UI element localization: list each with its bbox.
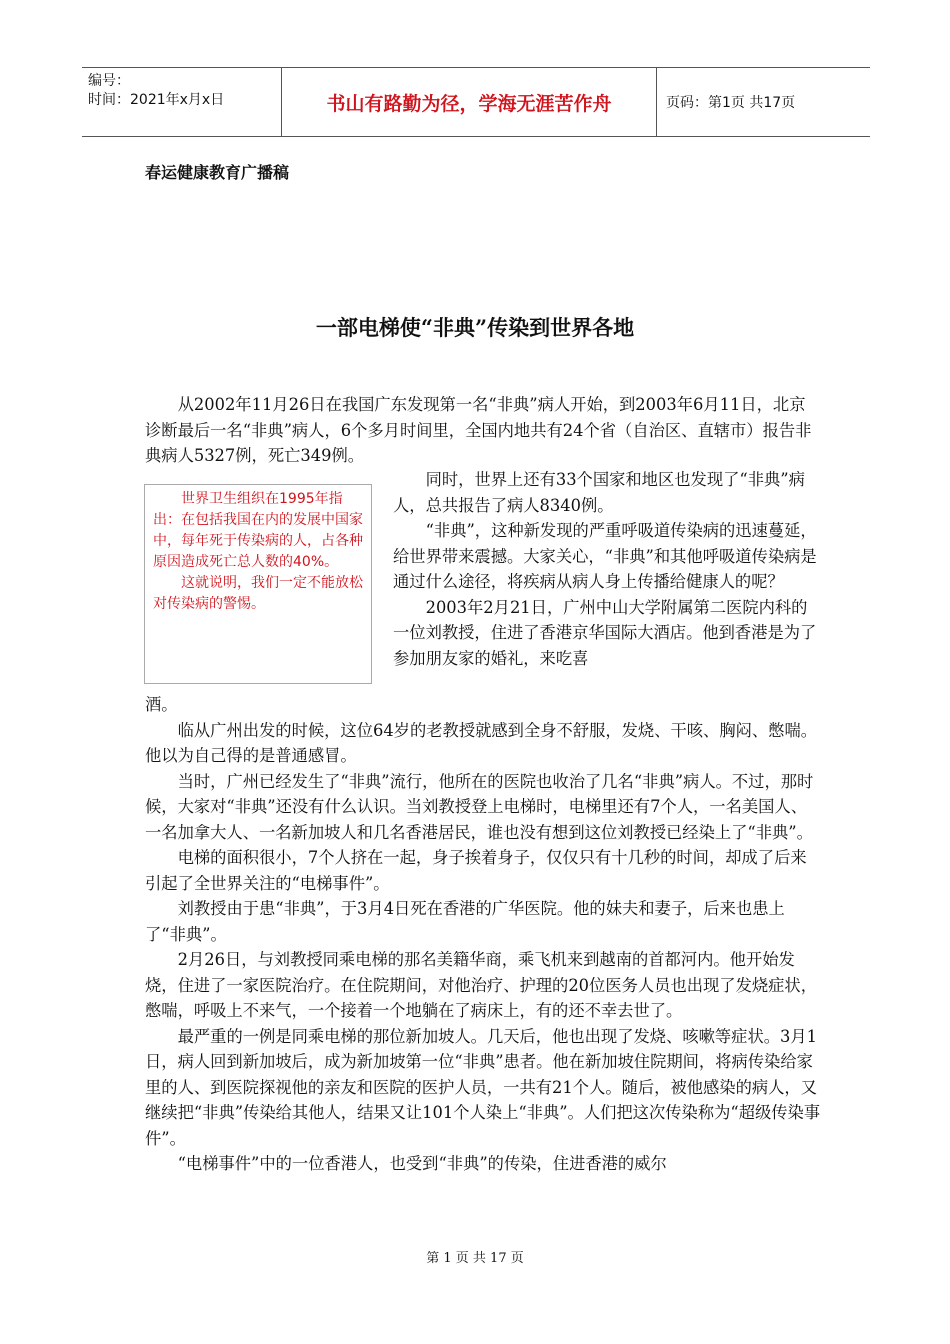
callout-paragraph: 这就说明，我们一定不能放松对传染病的警惕。 xyxy=(153,575,363,612)
paragraph: 同时，世界上还有33个国家和地区也发现了“非典”病人，总共报告了病人8340例。 xyxy=(393,470,805,515)
header-page-info: 页码：第1页 共17页 xyxy=(666,95,796,111)
paragraph: “电梯事件”中的一位香港人，也受到“非典”的传染，住进香港的威尔 xyxy=(177,1154,667,1173)
time-label: 时间：2021年x月x日 xyxy=(88,92,225,108)
page-header xyxy=(82,67,870,137)
paragraph: 刘教授由于患“非典”，于3月4日死在香港的广华医院。他的妹夫和妻子，后来也患上了“非典”。 xyxy=(145,899,785,944)
page-footer: 第 1 页 共 17 页 xyxy=(426,1251,524,1266)
callout-paragraph: 世界卫生组织在1995年指出：在包括我国在内的发展中国家中，每年死于传染病的人，占各种原因造成死亡总人数的40%。 xyxy=(153,491,363,570)
paragraph: 临从广州出发的时候，这位64岁的老教授就感到全身不舒服，发烧、干咳、胸闷、憋喘。他以为自己得的是普通感冒。 xyxy=(145,720,818,765)
paragraph: 最严重的一例是同乘电梯的那位新加坡人。几天后，他也出现了发烧、咳嗽等症状。3月1日，病人回到新加坡后，成为新加坡第一位“非典”患者。他在新加坡住院期间，将病传染给家里的人、到医院探视他的亲友和医院的医护人员，一共有21个人。随后，被他感染的病人，又继续把“非典”传染给其他人，结果又让101个人染上“非典”。人们把这次传染称为“超级传染事件”。 xyxy=(145,1026,821,1148)
paragraph: 2003年2月21日，广州中山大学附属第二医院内科的一位刘教授，住进了香港京华国际大酒店。他到香港是为了参加朋友家的婚礼，来吃喜 xyxy=(393,597,817,668)
document-title: 春运健康教育广播稿 xyxy=(145,163,290,182)
intro-paragraph-block xyxy=(145,392,821,469)
header-meta xyxy=(88,72,224,110)
sidebar-callout-box xyxy=(144,484,372,684)
number-label: 编号： xyxy=(88,73,130,89)
paragraph: 从2002年11月26日在我国广东发现第一名“非典”病人开始，到2003年6月11日，北京诊断最后一名“非典”病人，6个多月时间里，全国内地共有24个省（自治区、直辖市）报告非典病人5327例，死亡349例。 xyxy=(145,395,812,465)
main-text-block xyxy=(145,692,821,1177)
paragraph: “非典”，这种新发现的严重呼吸道传染病的迅速蔓延，给世界带来震撼。大家关心，“非典”和其他呼吸道传染病是通过什么途径，将疾病从病人身上传播给健康人的呢？ xyxy=(393,521,817,591)
paragraph: 2月26日，与刘教授同乘电梯的那名美籍华商，乘飞机来到越南的首都河内。他开始发烧，住进了一家医院治疗。在住院期间，对他治疗、护理的20位医务人员也出现了发烧症状，憋喘，呼吸上不来气，一个接着一个地躺在了病床上，有的还不幸去世了。 xyxy=(145,950,817,1020)
wrapped-text-column xyxy=(393,467,821,671)
paragraph-continuation: 酒。 xyxy=(145,695,178,714)
paragraph: 电梯的面积很小，7个人挤在一起，身子挨着身子，仅仅只有十几秒的时间，却成了后来引起了全世界关注的“电梯事件”。 xyxy=(145,848,807,893)
paragraph: 当时，广州已经发生了“非典”流行，他所在的医院也收治了几名“非典”病人。不过，那时候，大家对“非典”还没有什么认识。当刘教授登上电梯时，电梯里还有7个人，一名美国人、一名加拿大人、一名新加坡人和几名香港居民，谁也没有想到这位刘教授已经染上了“非典”。 xyxy=(145,771,814,842)
header-motto: 书山有路勤为径，学海无涯苦作舟 xyxy=(326,92,612,115)
header-divider xyxy=(656,68,657,136)
article-title: 一部电梯使“非典”传染到世界各地 xyxy=(315,315,635,340)
